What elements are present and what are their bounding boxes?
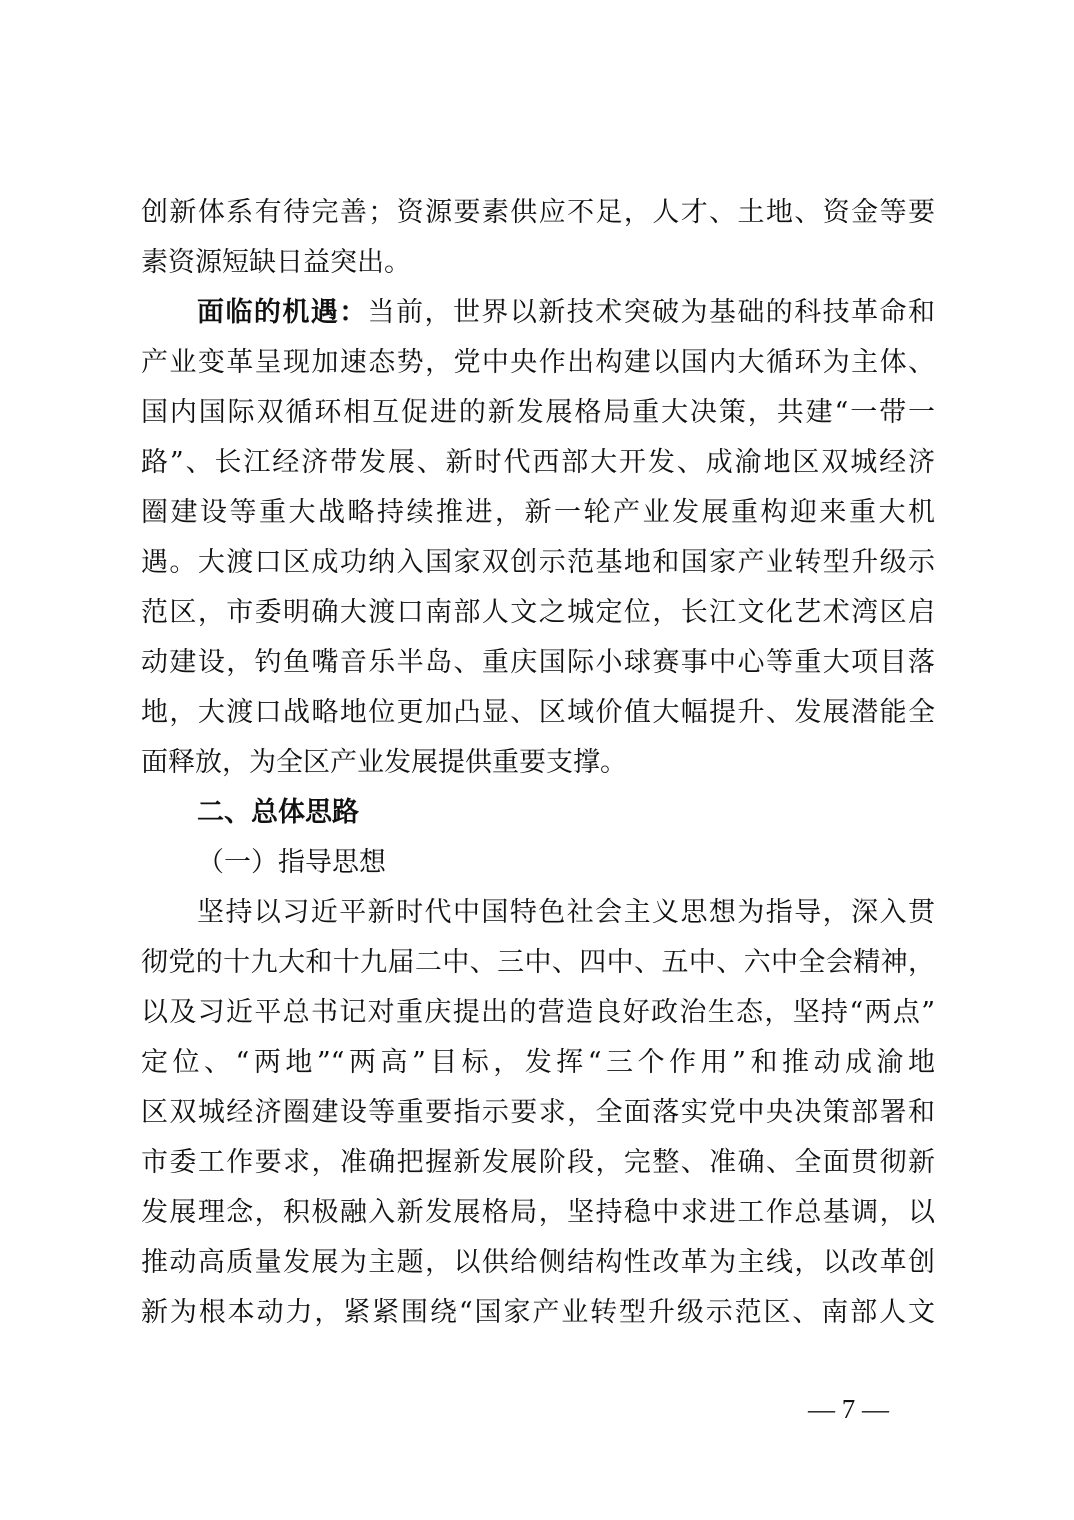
document-body [141, 188, 935, 1338]
text-line: 区双城经济圈建设等重要指示要求，全面落实党中央决策部署和 [141, 1097, 935, 1128]
text-line: 市委工作要求，准确把握新发展阶段，完整、准确、全面贯彻新 [141, 1147, 935, 1178]
text-line: 坚持以习近平新时代中国特色社会主义思想为指导，深入贯 [197, 897, 935, 928]
text-line: 地，大渡口战略地位更加凸显、区域价值大幅提升、发展潜能全 [141, 697, 935, 728]
text-line: 范区，市委明确大渡口南部人文之城定位，长江文化艺术湾区启 [141, 597, 935, 628]
text-line [141, 288, 935, 338]
text-line: 圈建设等重大战略持续推进，新一轮产业发展重构迎来重大机 [141, 497, 935, 528]
text-line: 推动高质量发展为主题，以供给侧结构性改革为主线，以改革创 [141, 1247, 935, 1278]
text-line: 动建设，钓鱼嘴音乐半岛、重庆国际小球赛事中心等重大项目落 [141, 647, 935, 678]
text-line: 以及习近平总书记对重庆提出的营造良好政治生态，坚持“两点” [141, 997, 935, 1028]
text-line: 新为根本动力，紧紧围绕“国家产业转型升级示范区、南部人文 [141, 1297, 935, 1328]
text-line: 发展理念，积极融入新发展格局，坚持稳中求进工作总基调，以 [141, 1197, 935, 1228]
text-line: 创新体系有待完善；资源要素供应不足，人才、土地、资金等要 [141, 197, 935, 228]
text-line: 面释放，为全区产业发展提供重要支撑。 [141, 747, 627, 778]
section-heading: 二、总体思路 [197, 797, 359, 828]
text-line: 彻党的十九大和十九届二中、三中、四中、五中、六中全会精神， [141, 947, 935, 978]
bold-lead: 面临的机遇： [197, 297, 368, 328]
text-line: 遇。大渡口区成功纳入国家双创示范基地和国家产业转型升级示 [141, 547, 935, 578]
text-line: 定位、“两地”“两高”目标，发挥“三个作用”和推动成渝地 [141, 1047, 935, 1078]
text-line: 路”、长江经济带发展、新时代西部大开发、成渝地区双城经济 [141, 447, 935, 478]
text-line: 产业变革呈现加速态势，党中央作出构建以国内大循环为主体、 [141, 347, 935, 378]
subsection-heading: （一）指导思想 [197, 847, 386, 878]
text-span: 当前，世界以新技术突破为基础的科技革命和 [367, 297, 935, 328]
text-line: 国内国际双循环相互促进的新发展格局重大决策，共建“一带一 [141, 397, 935, 428]
text-line: 素资源短缺日益突出。 [141, 247, 411, 278]
page-number: — 7 — [808, 1394, 889, 1424]
